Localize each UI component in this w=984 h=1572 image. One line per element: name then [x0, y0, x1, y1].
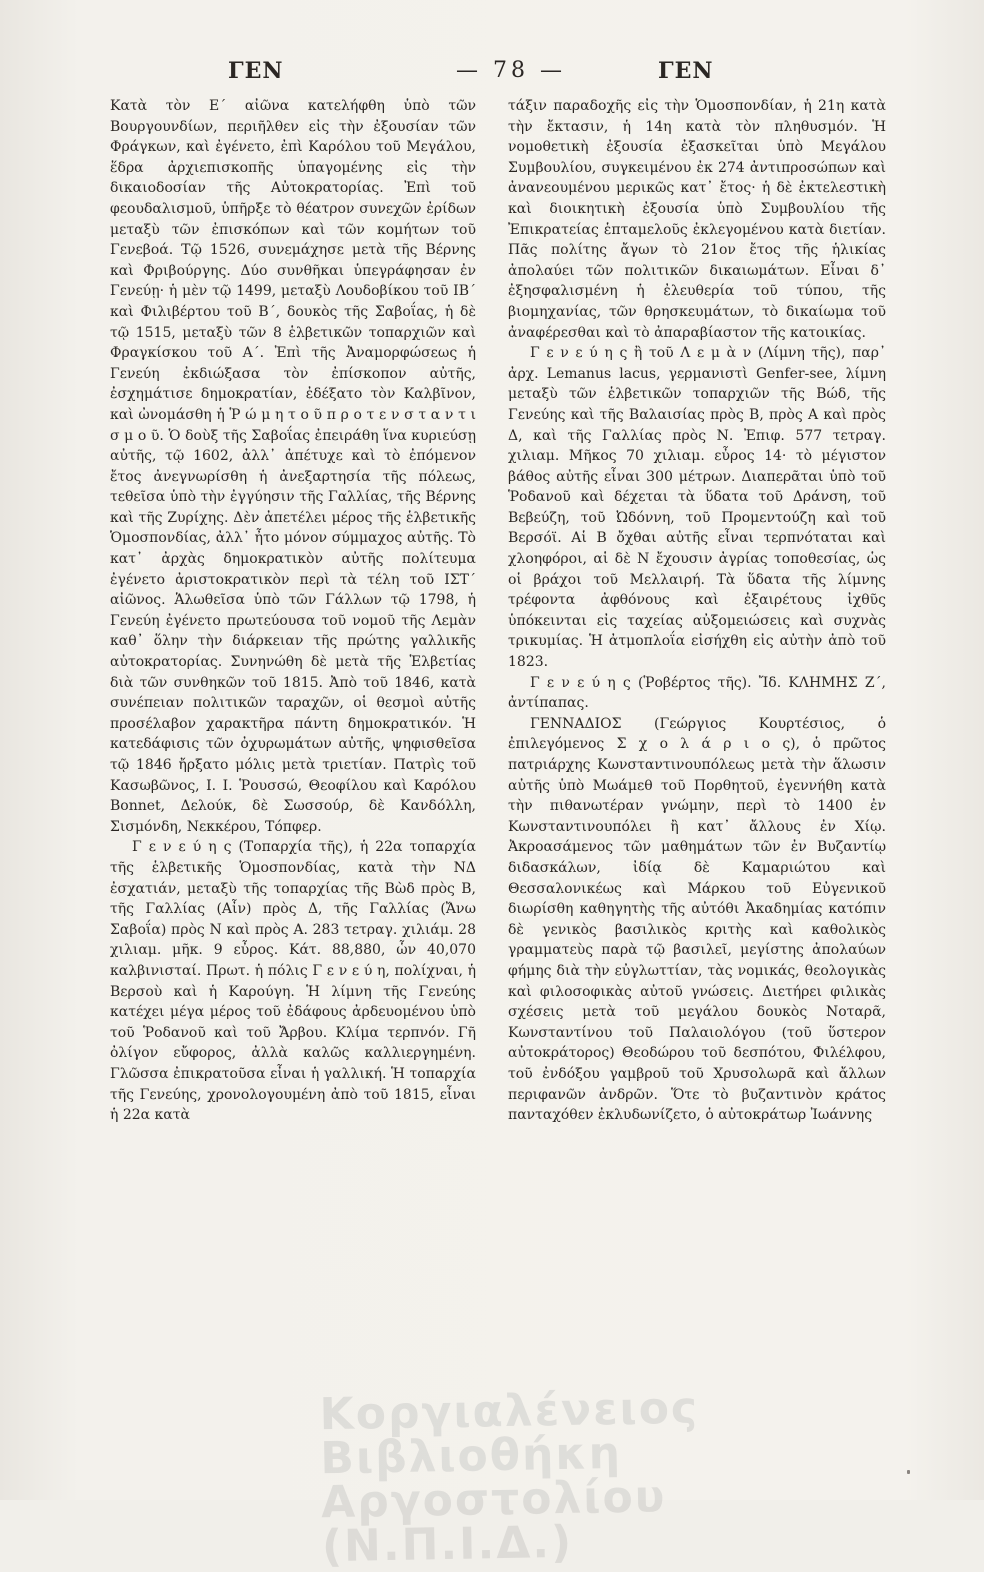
- left-column: [110, 96, 476, 1126]
- library-watermark: [319, 1382, 920, 1572]
- paragraph-geneva-history: Κατὰ τὸν Ε΄ αἰῶνα κατελήφθη ὑπὸ τῶν Βουργουνδίων, περιῆλθεν εἰς τὴν ἐξουσίαν τῶν Φράγκων, καὶ ἐγένετο, ἐπὶ Καρόλου τοῦ Μεγάλου, ἕδρα ἀρχιεπισκοπῆς ὑπαγομένης εἰς τὴν δικαιοδοσίαν τῆς Αὐτοκρατορίας. Ἐπὶ τοῦ φεουδαλισμοῦ, ὑπῆρξε τὸ θέατρον συνεχῶν ἐρίδων μεταξὺ τῶν ἐπισκόπων καὶ τῶν κομήτων τοῦ Γενεβοά. Τῷ 1526, συνεμάχησε μετὰ τῆς Βέρνης καὶ Φριβούργης. Δύο συνθῆκαι ὑπεγράφησαν ἐν Γενεύῃ· ἡ μὲν τῷ 1499, μεταξὺ Λουδοβίκου τοῦ ΙΒ΄ καὶ Φιλιβέρτου τοῦ Β΄, δουκὸς τῆς Σαβοΐας, ἡ δὲ τῷ 1515, μεταξὺ τῶν 8 ἑλβετικῶν τοπαρχιῶν καὶ Φραγκίσκου τοῦ Α΄. Ἐπὶ τῆς Ἀναμορφώσεως ἡ Γενεύη ἐκδιώξασα τὸν ἐπίσκοπον αὐτῆς, ἐσχημάτισε δημοκρατίαν, ἐδέξατο τὸν Καλβῖνον, καὶ ὠνομάσθη ἡ Ῥ ώ μ η τ ο ῦ π ρ ο τ ε ν σ τ α ν τ ι σ μ ο ῦ. Ὁ δοὺξ τῆς Σαβοΐας ἐπειράθη ἵνα κυριεύσῃ αὐτῆς, τῷ 1602, ἀλλ᾽ ἀπέτυχε καὶ τὸ ἐπόμενον ἔτος ἀνεγνωρίσθη ἡ ἀνεξαρτησία τῆς πόλεως, τεθεῖσα ὑπὸ τὴν ἐγγύησιν τῆς Γαλλίας, τῆς Βέρνης καὶ τῆς Ζυρίχης. Δὲν ἀπετέλει μέρος τῆς ἑλβετικῆς Ὁμοσπονδίας, ἀλλ᾽ ἦτο μόνον σύμμαχος αὐτῆς. Τὸ κατ᾽ ἀρχὰς δημοκρατικὸν αὐτῆς πολίτευμα ἐγένετο ἀριστοκρατικὸν περὶ τὰ τέλη τοῦ ΙΣΤ΄ αἰῶνος. Ἁλωθεῖσα ὑπὸ τῶν Γάλλων τῷ 1798, ἡ Γενεύη ἐγένετο πρωτεύουσα τοῦ νομοῦ τῆς Λεμὰν καθ᾽ ὅλην τὴν διάρκειαν τῆς πρώτης γαλλικῆς αὐτοκρατορίας. Συνηνώθη δὲ μετὰ τῆς Ἑλβετίας διὰ τῶν συνθηκῶν τοῦ 1815. Ἀπὸ τοῦ 1846, κατὰ συνέπειαν πολιτικῶν ταραχῶν, οἱ θεσμοὶ αὐτῆς προσέλαβον χαρακτῆρα πάντη δημοκρατικόν. Ἡ κατεδάφισις τῶν ὀχυρωμάτων αὐτῆς, ψηφισθεῖσα τῷ 1846 ἤρξατο μόλις μετὰ τριετίαν. Πατρὶς τοῦ Κασωβῶνος, Ι. Ι. Ῥουσσώ, Θεοφίλου καὶ Καρόλου Bonnet, Δελούκ, δὲ Σωσσούρ, δὲ Κανδόλλη, Σισμόνδη, Νεκκέρου, Τόπφερ.: [110, 98, 476, 835]
- right-column: [508, 96, 886, 1126]
- page-header: [110, 58, 870, 92]
- watermark-line-1: Κοργιαλένειος Βιβλιοθήκη: [319, 1382, 700, 1485]
- watermark-line-2: Αργοστολίου (Ν.Π.Ι.Δ.): [320, 1471, 667, 1572]
- paragraph-canton-continued: τάξιν παραδοχῆς εἰς τὴν Ὁμοσπονδίαν, ἡ 21η κατὰ τὴν ἔκτασιν, ἡ 14η κατὰ τὸν πληθυσμόν. Ἡ νομοθετικὴ ἐξουσία ἐξασκεῖται ὑπὸ Μεγάλου Συμβουλίου, συγκειμένου ἐκ 274 ἀντιπροσώπων καὶ ἀνανεουμένου μερικῶς κατ᾽ ἔτος· ἡ δὲ ἐκτελεστικὴ καὶ διοικητικὴ ἐξουσία ὑπὸ Συμβουλίου τῆς Ἐπικρατείας ἑπταμελοῦς ἐκλεγομένου κατὰ διετίαν. Πᾶς πολίτης ἄγων τὸ 21ον ἔτος τῆς ἡλικίας ἀπολαύει τῶν πολιτικῶν δικαιωμάτων. Εἶναι δ᾽ ἐξησφαλισμένη ἡ ἐλευθερία τοῦ τύπου, τῆς βιομηχανίας, τῶν θρησκευμάτων, τὸ δικαίωμα τοῦ ἀναφέρεσθαι καὶ τὸ ἀπαραβίαστον τῆς κατοικίας.: [508, 98, 886, 341]
- paragraph-gennadios: ΓΕΝΝΑΔΙΟΣ (Γεώργιος Κουρτέσιος, ὁ ἐπιλεγόμενος Σ χ ο λ ά ρ ι ο ς), ὁ πρῶτος πατριάρχης Κωνσταντινουπόλεως μετὰ τὴν ἅλωσιν αὐτῆς ὑπὸ Μωάμεθ τοῦ Πορθητοῦ, ἐγεννήθη κατὰ τὴν πιθανωτέραν γνώμην, περὶ τὸ 1400 ἐν Κωνσταντινουπόλει ἢ κατ᾽ ἄλλους ἐν Χίῳ. Ἀκροασάμενος τῶν μαθημάτων τῶν ἐν Βυζαντίῳ διδασκάλων, ἰδίᾳ δὲ Καμαριώτου καὶ Θεσσαλονικέως καὶ Μάρκου τοῦ Εὐγενικοῦ διωρίσθη καθηγητὴς τῆς αὐτόθι Ἀκαδημίας κατόπιν δὲ γενικὸς βασιλικὸς κριτὴς καὶ καθολικὸς γραμματεὺς παρὰ τῷ βασιλεῖ, μεγίστης ἀπολαύων φήμης διὰ τὴν εὐγλωττίαν, τὰς νομικάς, θεολογικὰς καὶ φιλοσοφικὰς αὐτοῦ γνώσεις. Διετήρει φιλικὰς σχέσεις μετὰ τοῦ μεγάλου δουκὸς Νοταρᾶ, Κωνσταντίνου τοῦ Παλαιολόγου (τοῦ ὕστερον αὐτοκράτορος) Θεοδώρου τοῦ δεσπότου, Φιλέλφου, τοῦ ἐνδόξου γαμβροῦ τοῦ Χρυσολωρᾶ καὶ ἄλλων περιφανῶν ἀνδρῶν. Ὅτε τὸ βυζαντινὸν κράτος πανταχόθεν ἐκλυδωνίζετο, ὁ αὐτοκράτωρ Ἰωάννης: [508, 715, 886, 1124]
- paragraph-robert-of-geneva: Γ ε ν ε ύ η ς (Ῥοβέρτος τῆς). Ἴδ. ΚΛΗΜΗΣ Ζ΄, ἀντίπαπας.: [508, 674, 886, 712]
- running-head-left: ΓΕΝ: [228, 58, 284, 84]
- page-number: — 78 —: [456, 58, 566, 83]
- ink-speck: [907, 1470, 910, 1474]
- paragraph-lake-geneva: Γ ε ν ε ύ η ς ἢ τοῦ Λ ε μ ὰ ν (Λίμνη τῆς), παρ᾽ ἀρχ. Lemanus lacus, γερμανιστὶ Genfer-see, λίμνη μεταξὺ τῶν ἑλβετικῶν τοπαρχιῶν τῆς Βώδ, τῆς Γενεύης καὶ τῆς Βαλαισίας πρὸς Β, πρὸς Α καὶ πρὸς Δ, καὶ τῆς Γαλλίας πρὸς Ν. Ἐπιφ. 577 τετραγ. χιλιαμ. Μῆκος 70 χιλιαμ. εὖρος 14· τὸ μέγιστον βάθος αὐτῆς εἶναι 300 μέτρων. Διαπερᾶται ὑπὸ τοῦ Ῥοδανοῦ καὶ δέχεται τὰ ὕδατα τοῦ Δράνση, τοῦ Βεβεύζη, τοῦ Ὠδόννη, τοῦ Προμεντούζη καὶ τοῦ Βερσόϊ. Αἱ Β ὄχθαι αὐτῆς εἶναι τερπνόταται καὶ χλοηφόροι, αἱ δὲ Ν ἔχουσιν ἀγρίας τοποθεσίας, ὡς οἱ βράχοι τοῦ Μελλαιρή. Τὰ ὕδατα τῆς λίμνης τρέφοντα ἀφθόνους καὶ ἐξαιρέτους ἰχθῦς ὑπόκεινται εἰς ταχείας αὐξομειώσεις καὶ συχνὰς τρικυμίας. Ἡ ἀτμοπλοΐα εἰσήχθη εἰς αὐτὴν ἀπὸ τοῦ 1823.: [508, 345, 886, 671]
- paragraph-canton-geneva: Γ ε ν ε ύ η ς (Τοπαρχία τῆς), ἡ 22α τοπαρχία τῆς ἑλβετικῆς Ὁμοσπονδίας, κατὰ τὴν ΝΔ ἐσχατιάν, μεταξὺ τῆς τοπαρχίας τῆς Βὼδ πρὸς Β, τῆς Γαλλίας (Αἶν) πρὸς Δ, τῆς Γαλλίας (Ἄνω Σαβοΐα) πρὸς Ν καὶ πρὸς Α. 283 τετραγ. χιλιάμ. 28 χιλιαμ. μῆκ. 9 εὖρος. Κάτ. 88,880, ὧν 40,070 καλβινισταί. Πρωτ. ἡ πόλις Γ ε ν ε ύ η, πολίχναι, ἡ Βερσοὺ καὶ ἡ Καρούγη. Ἡ λίμνη τῆς Γενεύης κατέχει μέγα μέρος τοῦ ἐδάφους ἀρδευομένου ὑπὸ τοῦ Ῥοδανοῦ καὶ τοῦ Ἄρβου. Κλίμα τερπνόν. Γῆ ὀλίγον εὔφορος, ἀλλὰ καλῶς καλλιεργημένη. Γλῶσσα ἐπικρατοῦσα εἶναι ἡ γαλλική. Ἡ τοπαρχία τῆς Γενεύης, χρονολογουμένη ἀπὸ τοῦ 1815, εἶναι ἡ 22α κατὰ: [110, 839, 476, 1124]
- running-head-right: ΓΕΝ: [658, 58, 714, 84]
